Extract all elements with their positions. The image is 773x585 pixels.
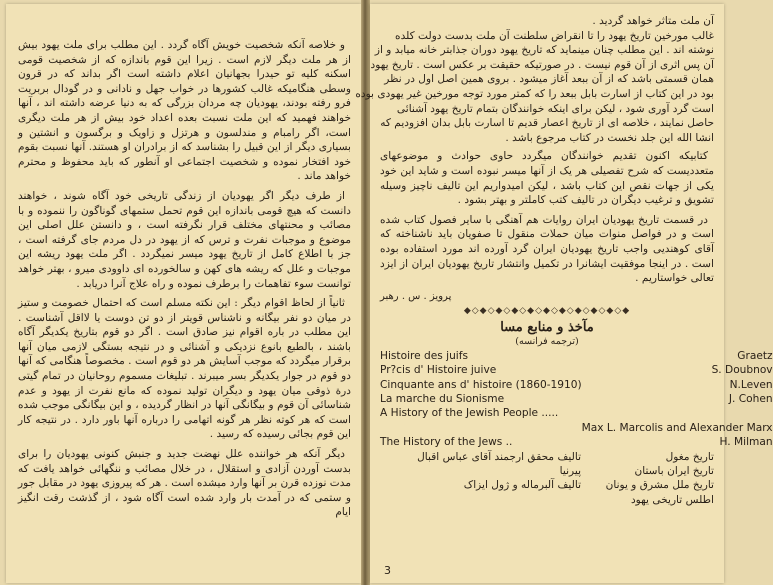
page-number: 3 bbox=[384, 564, 391, 577]
source-row bbox=[380, 478, 714, 492]
text-line: نوشته اند . این مطلب چنان مینماید که تاریخ یهود دوران جذابتر خانه میابد و از bbox=[374, 44, 714, 57]
text-line: همان قسمتی باشد که از آن ببعد آغاز میشود . بروی همین اصل اول در نظر bbox=[384, 73, 714, 86]
source-author bbox=[380, 493, 581, 507]
source-title: تاریخ ملل مشرق و یونان bbox=[605, 479, 714, 492]
source-author: H. Milman bbox=[719, 436, 773, 449]
source-title: اطلس تاریخی یهود bbox=[630, 493, 714, 506]
source-row bbox=[380, 493, 714, 507]
paragraph: دیگر آنکه هر خواننده علل نهضت جدید و جنبش کنونی یهودیان را برای بدست آوردن آزادی و استقلال ، در خلال مصائب و ننگهائی خواهد یافت که مدت نوزده قرن بر آنها وارد میشده است . هر که پیروزی یهود در مقابل جور و ستمی که در آمدت بار وارد شده است آگاه شود ، از گذشت رقت انگیز ایام bbox=[18, 448, 351, 519]
right-page-text bbox=[380, 149, 714, 285]
sources-table bbox=[380, 349, 773, 450]
source-row bbox=[380, 378, 773, 392]
right-page bbox=[355, 4, 773, 583]
source-author: N.Leven bbox=[729, 378, 773, 391]
source-title: La marche du Sionisme bbox=[380, 392, 505, 405]
source-author: Max L. Marcolis and Alexander Marx bbox=[581, 421, 773, 434]
source-title: Cinquante ans d' histoire (1860-1910) bbox=[380, 378, 582, 391]
source-title: Pr?cis d' Histoire juive bbox=[380, 364, 497, 377]
source-row bbox=[380, 435, 773, 449]
source-title: تاریخ ایران باستان bbox=[634, 464, 714, 477]
paragraph: از طرف دیگر اگر یهودیان از زندگی تاریخی خود آگاه شوند ، خواهند دانست که هیچ قومی باندازه این قوم تحمل ستمهای گوناگون را ننموده و با مصائب و محنتهای مختلف قرار نگرفته است ، و دانستن علل اصلی این موضوع و موجبات نفرت و ترس که از یهود در دل مردم جای گرفته است ، جز با اطلاع کامل از تاریخ یهود میسر نمیگردد . اگر ملت یهود ریشه این موجبات و علل که ریشه های کهن و سالخورده ای داوودی میرو ، بهتر خواهد توانست سوء تفاهمات را برطرف نموده و راه علاج آنرا دریابد . bbox=[18, 189, 351, 290]
source-author: S. Doubnov bbox=[711, 364, 773, 377]
paragraph: ثانیاً از لحاظ اقوام دیگر : این نکته مسلم است که احتمال خصومت و ستیز در میان دو نفر بیگانه و ناشناس قویتر از دو تن دوست یا لااقل آشناست . این مطلب در باره اقوام نیز صادق است . اگر دو قوم بتاریخ یکدیگر آگاه باشند ، بالطبع بانوع نزدیکی و آشنائی و در نتیجه بستگی لازمی میان آنها برقرار میگردد که موجب آسایش هر دو قوم است . مخصوصاً هنگامی که آنها دو قوم در جوار یکدیگر بسر میبرند . تبلیغات مسموم روحانیان در تمام گیتی درة ذوقی میان یهود و دیگران تولید نموده که مانع نفرت از یهود و عدم شناسائی آن قوم و بیگانگی آنها در انظار گردیده ، و این بیگانگی موجب شده است که هر کوته نظر هر گونه اتهامی را درباره آنها باور دارد . در نتیجه کار این قوم بجائی رسیده که رسید . bbox=[18, 297, 351, 441]
source-row bbox=[380, 363, 773, 377]
source-author: پیرنیا bbox=[559, 464, 582, 477]
source-title: تاریخ مغول bbox=[665, 450, 714, 463]
author-signature: پرویز . س . رهبر bbox=[380, 290, 452, 302]
source-author: J. Cohen bbox=[728, 392, 773, 405]
source-row bbox=[380, 349, 773, 363]
text-line: است گرد آوری شود ، لیکن برای اینکه خوانندگان بتمام تاریخ یهود آشنائی bbox=[396, 102, 714, 115]
text-line: آن ملت متاثر خواهد گردید . bbox=[592, 15, 714, 27]
source-title bbox=[380, 421, 582, 435]
sources-heading: مآخذ و منابع مسا bbox=[500, 319, 594, 335]
source-author: Graetz bbox=[737, 349, 773, 362]
source-row bbox=[380, 406, 773, 420]
paragraph: کتابیکه اکنون تقدیم خوانندگان میگردد حاوی حوادث و موضوعهای متعددیست که شرح تفصیلی هر یک از آنها میسر نبوده است و شاید این خود یکی از جهات نقص این کتاب باشد ، لیکن امیدواریم این تالیف ناچیز وسیله تشویق و ترغیب دیگران در تالیف کتب کاملتر و بهتر بشود . bbox=[380, 150, 714, 207]
source-row bbox=[380, 464, 714, 478]
source-title: The History of the Jews .. bbox=[380, 436, 513, 449]
persian-sources-table bbox=[380, 450, 714, 508]
source-author: تالیف آلبرماله و ژول ایزاک bbox=[463, 479, 582, 492]
source-row bbox=[380, 450, 714, 464]
paragraph: و خلاصه آنکه شخصیت خویش آگاه گردد . این مطلب برای ملت یهود بیش از هر ملت دیگر لازم است . زیرا این قوم باندازه که از شخصیت قومی اسکنه کلیه تو حیدرا بجهانیان اعلام داشته است اگر بداند که در قرون وسطی هنگامیکه غالب کشورها در خواب جهل و نادانی و در گودال بربریت فرو رفته بودند، یهودیان چه مردان بزرگی که به دنیا عرضه داشته اند ، آنها خواهند فهمید که این ملت نسبت بعده اعداد خود بیش از هر ملت دیگری است، اگر رامبام و مندلسون و هرتزل و زاویک و برگسون و انشتین و بسیاری دیگر از این قبیل را بشناسد که از برادران او هستند. آنها نسبت بقوم خود افتخار نموده و شخصیت اجتماعی او آنطور که باید محفوظ و محترم خواهد ماند . bbox=[18, 39, 351, 183]
right-page-intro bbox=[355, 14, 714, 145]
left-page-text bbox=[18, 38, 351, 520]
source-title: A History of the Jewish People ..... bbox=[380, 407, 559, 420]
source-row bbox=[380, 392, 773, 406]
source-author: تالیف محقق ارجمند آقای عباس اقبال bbox=[417, 450, 582, 463]
left-page bbox=[6, 4, 361, 583]
source-author bbox=[582, 406, 773, 420]
text-line: حاصل نمایند ، خلاصه ای از تاریخ اعصار قدیم تا اسارت بابل بدان افزودیم که bbox=[380, 117, 714, 130]
text-line: غالب مورخین تاریخ یهود را تا انقراض سلطنت آن ملت بدست دولت کلده bbox=[395, 29, 714, 42]
paragraph: در قسمت تاریخ یهودیان ایران روایات هم آهنگی با سایر فصول کتاب شده است و در فواصل منوات میان حملات منقول تا صفویان باید ناشناخته که آقای کوهندیی واجب تاریخ یهودیان ایران گرد آورده اند مورد استفاده بوده است . در اینجا موفقیت ایشانرا در تکمیل وانتشار تاریخ یهودیان ایران از ایزد تعالی خواستاریم . bbox=[380, 213, 714, 285]
text-line: آن پس اثری از آن قوم نیست . در صورتیکه حقیقت بر عکس است . تاریخ یهود bbox=[370, 58, 714, 71]
ornament-divider: ◆◇◆◇◆◇◆◇◆◇◆◇◆◇◆◇◆◇◆◇◆ bbox=[463, 305, 631, 316]
text-line: انشا الله این جلد نخست در کتاب مرجوع باشد . bbox=[505, 131, 714, 144]
sources-subheading: (ترجمه فرانسه) bbox=[515, 335, 579, 347]
source-row bbox=[380, 421, 773, 435]
source-title: Histoire des juifs bbox=[380, 349, 468, 362]
text-line: بود در این کتاب از اسارت بابل ببعد را که کمتر مورد توجه مورخین غیر یهودی بوده bbox=[355, 87, 714, 100]
